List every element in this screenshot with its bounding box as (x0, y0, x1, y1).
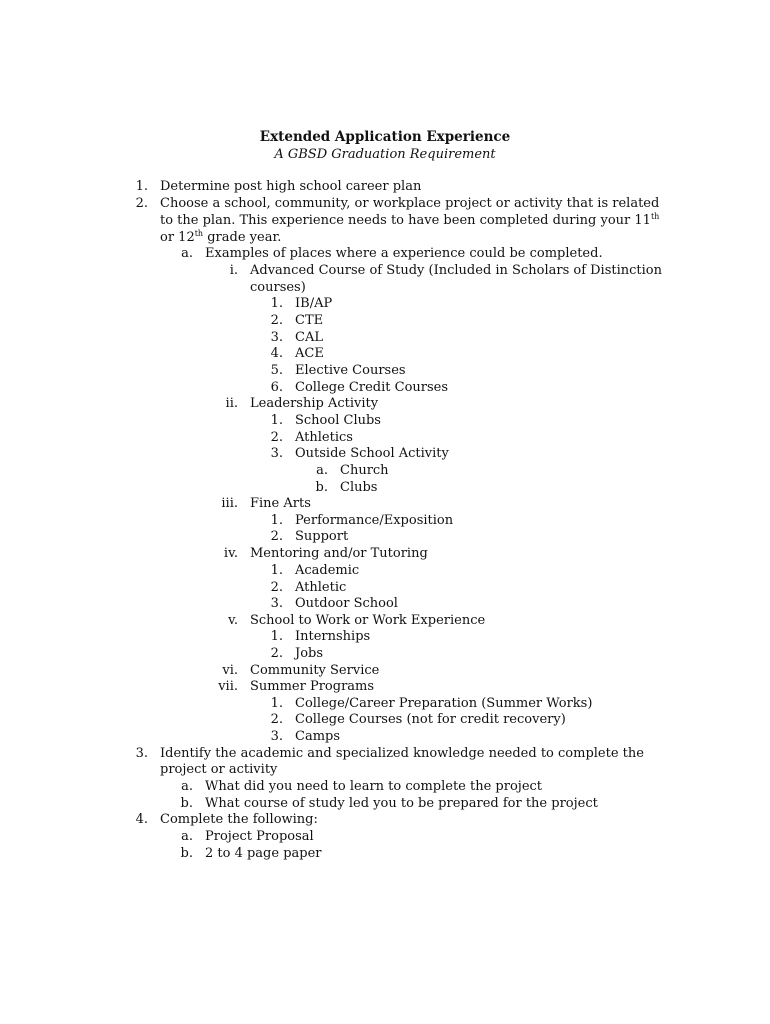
list-item-text: Mentoring and/or Tutoring (250, 546, 428, 561)
list-item-text: College/Career Preparation (Summer Works) (295, 696, 593, 711)
superscript: th (650, 212, 660, 221)
document-title: Extended Application Experience (259, 129, 511, 145)
list-item-text: Academic (295, 563, 360, 578)
list-item-text: Determine post high school career plan (160, 179, 422, 194)
list-item-text: College Credit Courses (295, 380, 449, 395)
list-marker: vi. (222, 663, 238, 678)
list-marker: 3. (270, 729, 283, 744)
list-item-text: Athletics (295, 430, 353, 445)
list-marker: a. (316, 463, 328, 478)
list-item-text: Clubs (340, 480, 378, 495)
list-marker: 2. (270, 313, 283, 328)
list-marker: 2. (270, 430, 283, 445)
list-marker: 2. (270, 712, 283, 727)
list-marker: 2. (270, 529, 283, 544)
list-item-text-continued: project or activity (160, 762, 278, 777)
list-item-text: Fine Arts (250, 496, 311, 511)
list-item-text: Choose a school, community, or workplace project or activity that is related (160, 196, 660, 211)
list-item-text-continued (160, 230, 281, 247)
list-item-text: Identify the academic and specialized knowledge needed to complete the (160, 746, 644, 761)
list-marker: 6. (270, 380, 283, 395)
list-marker: 3. (270, 330, 283, 345)
title-block (0, 128, 770, 164)
list-item-text: Community Service (250, 663, 380, 678)
superscript: th (194, 229, 204, 238)
list-marker: iii. (221, 496, 238, 511)
text-fragment: grade year. (203, 230, 282, 245)
list-item-text: What course of study led you to be prepared for the project (205, 796, 598, 811)
list-marker: b. (315, 480, 328, 495)
list-item-text: CTE (295, 313, 324, 328)
list-marker: 2. (135, 196, 148, 211)
list-marker: a. (181, 246, 193, 261)
list-marker: 4. (270, 346, 283, 361)
list-marker: a. (181, 829, 193, 844)
document-subtitle: A GBSD Graduation Requirement (274, 147, 496, 162)
list-item-text: School to Work or Work Experience (250, 613, 486, 628)
list-marker: 3. (270, 596, 283, 611)
list-marker: 1. (270, 296, 283, 311)
list-marker: 3. (270, 446, 283, 461)
list-marker: v. (228, 613, 238, 628)
list-item-text: 2 to 4 page paper (205, 846, 322, 861)
list-item-text: Support (295, 529, 349, 544)
list-item-text: Performance/Exposition (295, 513, 454, 528)
list-marker: 2. (270, 646, 283, 661)
list-marker: 1. (135, 179, 148, 194)
text-fragment: or 12 (160, 230, 195, 245)
list-marker: 4. (135, 812, 148, 827)
list-item-text: ACE (295, 346, 324, 361)
list-item-text: What did you need to learn to complete the project (205, 779, 543, 794)
list-item-text: Project Proposal (205, 829, 314, 844)
list-marker: 1. (270, 413, 283, 428)
list-item-text: IB/AP (295, 296, 333, 311)
list-item-text: Elective Courses (295, 363, 406, 378)
list-item-text-continued (160, 213, 659, 230)
list-marker: 1. (270, 629, 283, 644)
list-item-text: College Courses (not for credit recovery) (295, 712, 566, 727)
list-item-text: Church (340, 463, 389, 478)
list-item-text: CAL (295, 330, 323, 345)
list-item-text: Leadership Activity (250, 396, 379, 411)
text-fragment: to the plan. This experience needs to have been completed during your 11 (160, 213, 651, 228)
list-item-text: Camps (295, 729, 341, 744)
list-item-text: Outside School Activity (295, 446, 449, 461)
list-item-text: Summer Programs (250, 679, 375, 694)
list-item-text: Complete the following: (160, 812, 318, 827)
list-marker: 1. (270, 563, 283, 578)
list-item-text: Examples of places where a experience could be completed. (205, 246, 603, 261)
list-item-text: School Clubs (295, 413, 381, 428)
list-marker: 2. (270, 580, 283, 595)
list-item-text-continued: courses) (250, 280, 306, 295)
list-marker: iv. (223, 546, 238, 561)
list-item-text: Internships (295, 629, 371, 644)
list-item-text: Jobs (295, 646, 324, 661)
list-marker: b. (180, 796, 193, 811)
list-marker: vii. (218, 679, 238, 694)
list-marker: 1. (270, 513, 283, 528)
list-item-text: Advanced Course of Study (Included in Scholars of Distinction (250, 263, 663, 278)
list-marker: a. (181, 779, 193, 794)
list-marker: ii. (225, 396, 238, 411)
list-marker: i. (229, 263, 238, 278)
list-marker: 1. (270, 696, 283, 711)
list-marker: 3. (135, 746, 148, 761)
list-item-text: Outdoor School (295, 596, 398, 611)
list-item-text: Athletic (295, 580, 347, 595)
list-marker: 5. (270, 363, 283, 378)
list-marker: b. (180, 846, 193, 861)
